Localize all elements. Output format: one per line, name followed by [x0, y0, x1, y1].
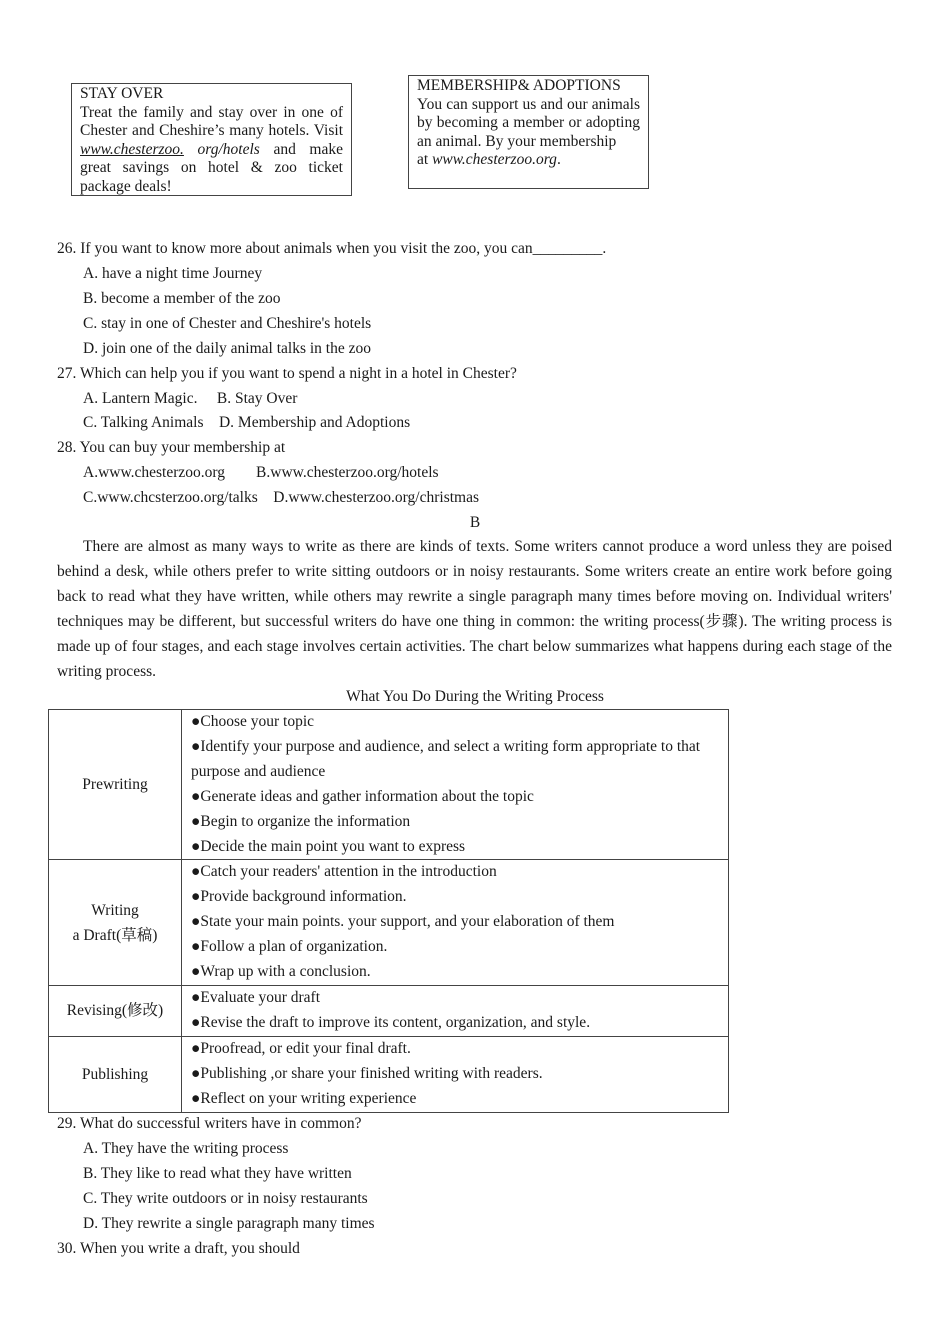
activity-item: ●Follow a plan of organization. — [191, 938, 388, 956]
option: A.www.chesterzoo.org B.www.chesterzoo.org/hotels — [83, 464, 439, 481]
activities-cell — [182, 860, 729, 986]
activity-item: ●Reflect on your writing experience — [191, 1089, 417, 1107]
option: D. They rewrite a single paragraph many times — [83, 1215, 375, 1232]
membership-link-line: at www.chesterzoo.org. — [417, 151, 561, 168]
activities-cell — [182, 710, 729, 860]
membership-box — [408, 75, 649, 189]
stage-writing-draft: Writing a Draft(草稿) — [49, 860, 182, 986]
activity-item: ●Catch your readers' attention in the introduction — [191, 863, 497, 881]
question-28: 28. You can buy your membership at — [57, 439, 286, 456]
option: C. stay in one of Chester and Cheshire's hotels — [83, 315, 372, 332]
stage-revising: Revising(修改) — [49, 985, 182, 1036]
activity-item: ●Proofread, or edit your final draft. — [191, 1039, 411, 1057]
option: C. Talking Animals D. Membership and Adoptions — [83, 414, 411, 431]
question-26: 26. If you want to know more about animals when you visit the zoo, you can_________. — [57, 240, 607, 257]
table-row — [49, 1036, 729, 1112]
question-30: 30. When you write a draft, you should — [57, 1240, 300, 1257]
table-row — [49, 985, 729, 1036]
option: B. become a member of the zoo — [83, 290, 281, 307]
section-label: B — [469, 514, 481, 531]
stay-over-box — [71, 83, 352, 196]
hotels-link[interactable]: www.chesterzoo. — [80, 140, 184, 158]
hotels-link-path[interactable]: org/hotels — [197, 140, 260, 158]
question-29: 29. What do successful writers have in common? — [57, 1115, 362, 1132]
option: D. join one of the daily animal talks in the zoo — [83, 340, 371, 357]
option: A. have a night time Journey — [83, 265, 263, 282]
option: A. They have the writing process — [83, 1140, 289, 1157]
activity-item: ●Provide background information. — [191, 888, 407, 906]
option: C.www.chcsterzoo.org/talks D.www.chesterzoo.org/christmas — [83, 489, 480, 506]
question-27: 27. Which can help you if you want to spend a night in a hotel in Chester? — [57, 365, 517, 382]
membership-title: MEMBERSHIP& ADOPTIONS — [417, 77, 621, 94]
membership-link[interactable]: www.chesterzoo.org — [432, 151, 557, 168]
stage-publishing: Publishing — [49, 1036, 182, 1112]
option: B. They like to read what they have written — [83, 1165, 352, 1182]
activity-item: ●Evaluate your draft — [191, 988, 321, 1006]
option: A. Lantern Magic. B. Stay Over — [83, 390, 298, 407]
writing-process-table — [48, 709, 729, 1113]
activity-item: ●Decide the main point you want to express — [191, 837, 466, 855]
activity-item: ●Choose your topic — [191, 713, 315, 730]
stage-prewriting: Prewriting — [49, 710, 182, 860]
activities-cell — [182, 985, 729, 1036]
activity-item: ●Publishing ,or share your finished writing with readers. — [191, 1064, 543, 1082]
option: C. They write outdoors or in noisy restaurants — [83, 1190, 368, 1207]
table-row — [49, 860, 729, 986]
chart-title: What You Do During the Writing Process — [346, 688, 604, 705]
stay-over-title: STAY OVER — [80, 85, 164, 102]
activities-cell — [182, 1036, 729, 1112]
stay-over-text: Treat the family and stay over in one of Chester and Cheshire’s many hotels. Visit www.chesterzoo. org/hotels and make great savings on hotel & zoo ticket package deals! — [80, 103, 344, 195]
table-row — [49, 710, 729, 860]
activity-item: ●Begin to organize the information — [191, 812, 411, 830]
activity-item: ●Revise the draft to improve its content, organization, and style. — [191, 1013, 591, 1031]
activity-item: ●State your main points. your support, and your elaboration of them — [191, 913, 615, 931]
membership-text: You can support us and our animals by becoming a member or adopting an animal. By your membership — [417, 95, 640, 150]
activity-item: ●Identify your purpose and audience, and select a writing form appropriate to that purpose and audience — [191, 737, 701, 780]
activity-item: ●Wrap up with a conclusion. — [191, 963, 371, 981]
activity-item: ●Generate ideas and gather information about the topic — [191, 787, 534, 805]
passage-text: There are almost as many ways to write as there are kinds of texts. Some writers cannot produce a word unless they are poised behind a desk, while others prefer to write sitting outdoors or in noisy restaurants. Some writers create an entire work before going back to read what they have written, while others may rewrite a single paragraph many times before moving on. Individual writers' techniques may be different, but successful writers do have one thing in common: the writing process(步骤). The writing process is made up of four stages, and each stage involves certain activities. The chart below summarizes what happens during each stage of the writing process. — [57, 538, 892, 680]
